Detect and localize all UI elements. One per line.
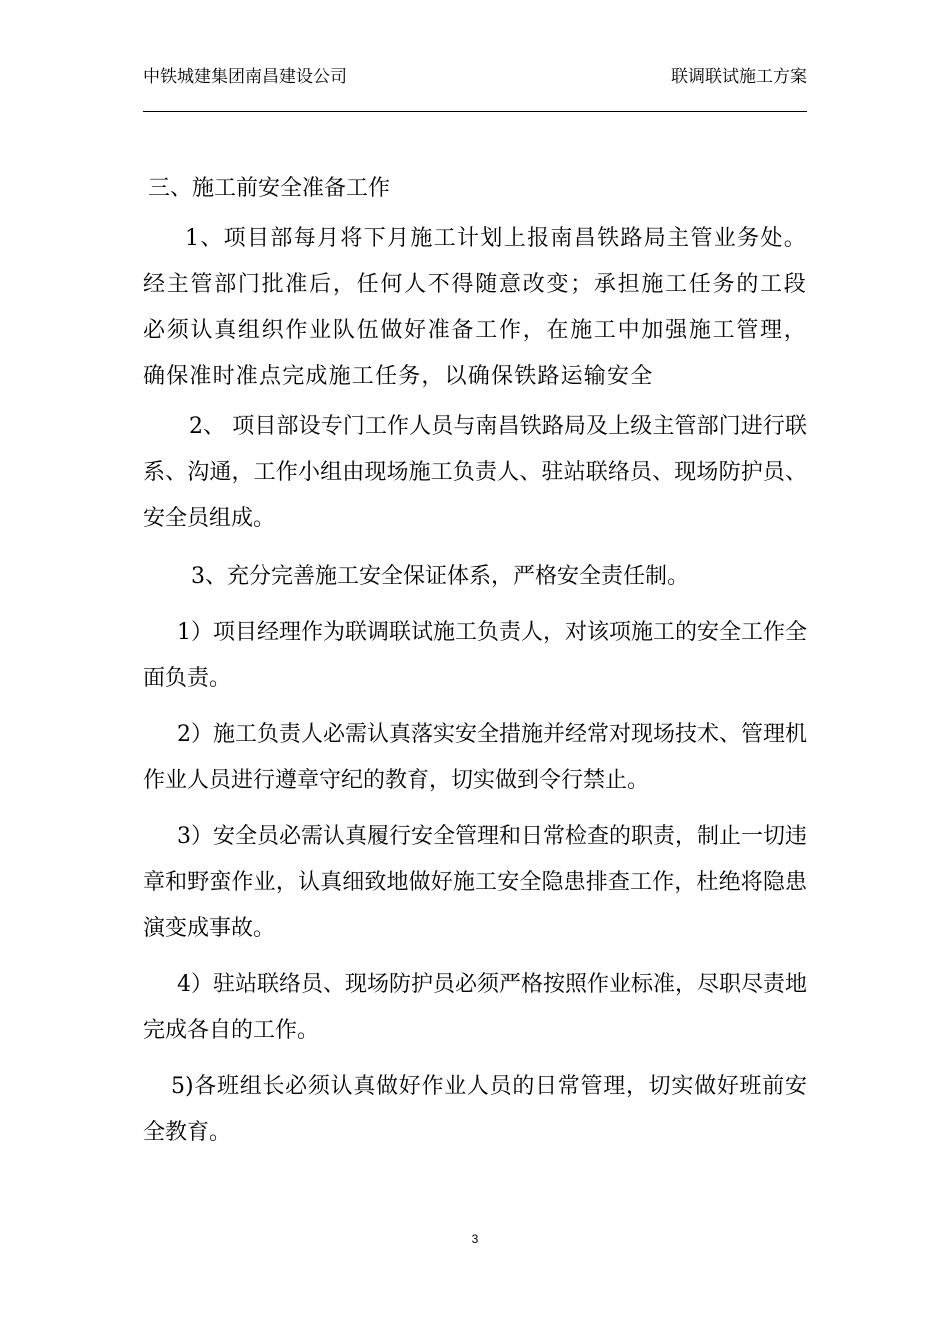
paragraph-1: 1、项目部每月将下月施工计划上报南昌铁路局主管业务处。经主管部门批准后，任何人不得随意改变；承担施工任务的工段必须认真组织作业队伍做好准备工作，在施工中加强施工管理，确保准时准点完成施工任务，以确保铁路运输安全 <box>143 226 807 389</box>
paragraph-3: 3、充分完善施工安全保证体系，严格安全责任制。 <box>191 564 689 589</box>
section-heading: 三、施工前安全准备工作 <box>148 176 391 201</box>
page-number: 3 <box>471 1232 479 1246</box>
paragraph-2: 2、 项目部设专门工作人员与南昌铁路局及上级主管部门进行联系、沟通，工作小组由现场施工负责人、驻站联络员、现场防护员、安全员组成。 <box>143 414 807 531</box>
page-header <box>143 62 807 92</box>
header-divider <box>143 111 807 112</box>
header-company-name: 中铁城建集团南昌建设公司 <box>143 67 347 87</box>
sub-item-5: 5)各班组长必须认真做好作业人员的日常管理，切实做好班前安全教育。 <box>143 1074 807 1145</box>
document-body <box>143 166 807 1166</box>
sub-item-4: 4）驻站联络员、现场防护员必须严格按照作业标准，尽职尽责地完成各自的工作。 <box>143 972 807 1043</box>
sub-item-1: 1）项目经理作为联调联试施工负责人，对该项施工的安全工作全面负责。 <box>143 620 807 691</box>
header-document-title: 联调联试施工方案 <box>671 67 807 87</box>
sub-item-2: 2）施工负责人必需认真落实安全措施并经常对现场技术、管理机作业人员进行遵章守纪的教育，切实做到令行禁止。 <box>143 722 807 793</box>
sub-item-3: 3）安全员必需认真履行安全管理和日常检查的职责，制止一切违章和野蛮作业，认真细致地做好施工安全隐患排查工作，杜绝将隐患演变成事故。 <box>143 824 807 941</box>
